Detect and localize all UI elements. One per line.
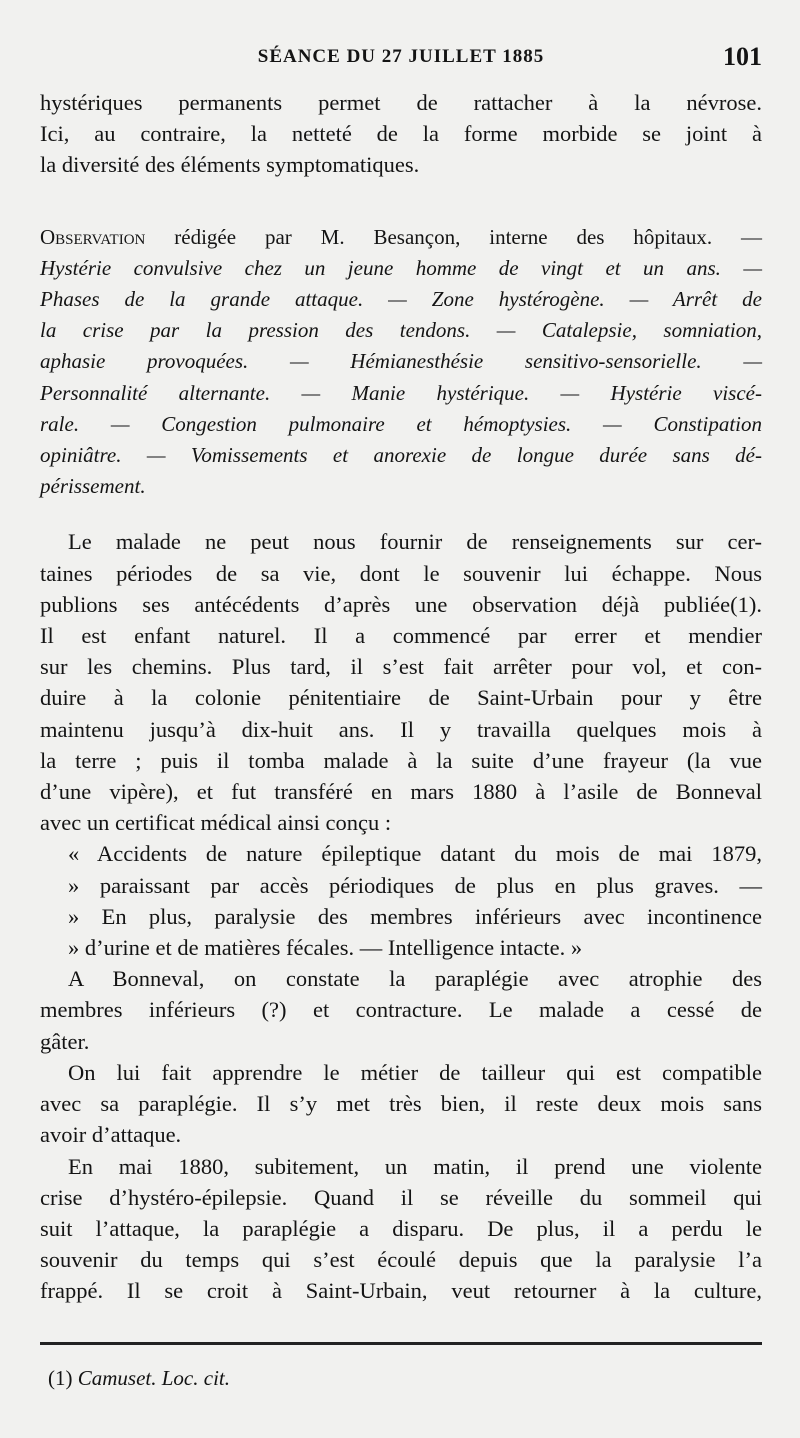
body-line: Il est enfant naturel. Il a commencé par errer et mendier <box>40 623 762 649</box>
body-line: avec un certificat médical ainsi conçu : <box>40 810 392 836</box>
footnote-number: (1) <box>48 1366 73 1390</box>
observation-lead-word: Observation <box>40 224 146 249</box>
body-line: publions ses antécédents d’après une observation déjà publiée(1). <box>40 591 762 617</box>
text-line: hystériques permanents permet de rattacher à la névrose. <box>40 90 762 115</box>
body-line: Le malade ne peut nous fournir de renseignements sur cer- <box>68 529 762 555</box>
observation-line: Hystérie convulsive chez un jeune homme de vingt et un ans. — <box>40 255 762 280</box>
observation-line: aphasie provoquées. — Hémianesthésie sensitivo-sensorielle. — <box>40 349 762 374</box>
body-line: On lui fait apprendre le métier de tailleur qui est compatible <box>68 1059 762 1085</box>
observation-line: périssement. <box>40 474 146 499</box>
page-number: 101 <box>723 42 762 71</box>
body-line: » En plus, paralysie des membres inférieurs avec incontinence <box>68 903 762 929</box>
footnote-text: Camuset. Loc. cit. <box>72 1366 230 1390</box>
observation-line: opiniâtre. — Vomissements et anorexie de longue durée sans dé- <box>40 443 762 468</box>
body-line: la terre ; puis il tomba malade à la suite d’une frayeur (la vue <box>40 747 762 773</box>
body-line: avec sa paraplégie. Il s’y met très bien, il reste deux mois sans <box>40 1091 762 1117</box>
body-text <box>40 526 762 1306</box>
body-line: suit l’attaque, la paraplégie a disparu. De plus, il a perdu le <box>40 1215 762 1241</box>
intro-paragraph <box>40 87 762 181</box>
footnote-rule <box>40 1342 762 1345</box>
body-line: » paraissant par accès périodiques de plus en plus graves. — <box>68 872 762 898</box>
page-body <box>40 87 762 1307</box>
running-title: SÉANCE DU 27 JUILLET 1885 <box>257 46 545 67</box>
body-line: En mai 1880, subitement, un matin, il prend une violente <box>68 1153 762 1179</box>
observation-line: la crise par la pression des tendons. — Catalepsie, somniation, <box>40 318 762 343</box>
body-line: « Accidents de nature épileptique datant du mois de mai 1879, <box>68 841 762 867</box>
observation-lead-rest: rédigée par M. Besançon, interne des hôpitaux. — <box>145 224 762 249</box>
body-line: souvenir du temps qui s’est écoulé depuis que la paralysie l’a <box>40 1247 762 1273</box>
observation-line: Personnalité alternante. — Manie hystérique. — Hystérie viscé- <box>40 380 762 405</box>
body-line: maintenu jusqu’à dix-huit ans. Il y travailla quelques mois à <box>40 716 762 742</box>
observation-title-line <box>40 222 762 253</box>
body-line: sur les chemins. Plus tard, il s’est fait arrêter pour vol, et con- <box>40 654 762 680</box>
body-line: d’une vipère), et fut transféré en mars 1880 à l’asile de Bonneval <box>40 779 762 805</box>
body-line: crise d’hystéro-épilepsie. Quand il se réveille du sommeil qui <box>40 1184 762 1210</box>
body-line: taines périodes de sa vie, dont le souvenir lui échappe. Nous <box>40 560 762 586</box>
observation-heading <box>40 222 762 503</box>
page-header <box>40 40 762 78</box>
body-line: duire à la colonie pénitentiaire de Saint-Urbain pour y être <box>40 685 762 711</box>
body-line: membres inférieurs (?) et contracture. Le malade a cessé de <box>40 997 762 1023</box>
observation-line: Phases de la grande attaque. — Zone hystérogène. — Arrêt de <box>40 287 762 312</box>
body-line: frappé. Il se croit à Saint-Urbain, veut retourner à la culture, <box>40 1278 762 1304</box>
body-line: » d’urine et de matières fécales. — Intelligence intacte. » <box>68 935 583 961</box>
body-line: A Bonneval, on constate la paraplégie avec atrophie des <box>68 966 762 992</box>
text-line: Ici, au contraire, la netteté de la forme morbide se joint à <box>40 121 762 147</box>
footnote <box>48 1366 230 1391</box>
body-line: gâter. <box>40 1028 90 1054</box>
observation-line: rale. — Congestion pulmonaire et hémoptysies. — Constipation <box>40 411 762 436</box>
text-line: la diversité des éléments symptomatiques. <box>40 152 420 178</box>
body-line: avoir d’attaque. <box>40 1122 182 1148</box>
